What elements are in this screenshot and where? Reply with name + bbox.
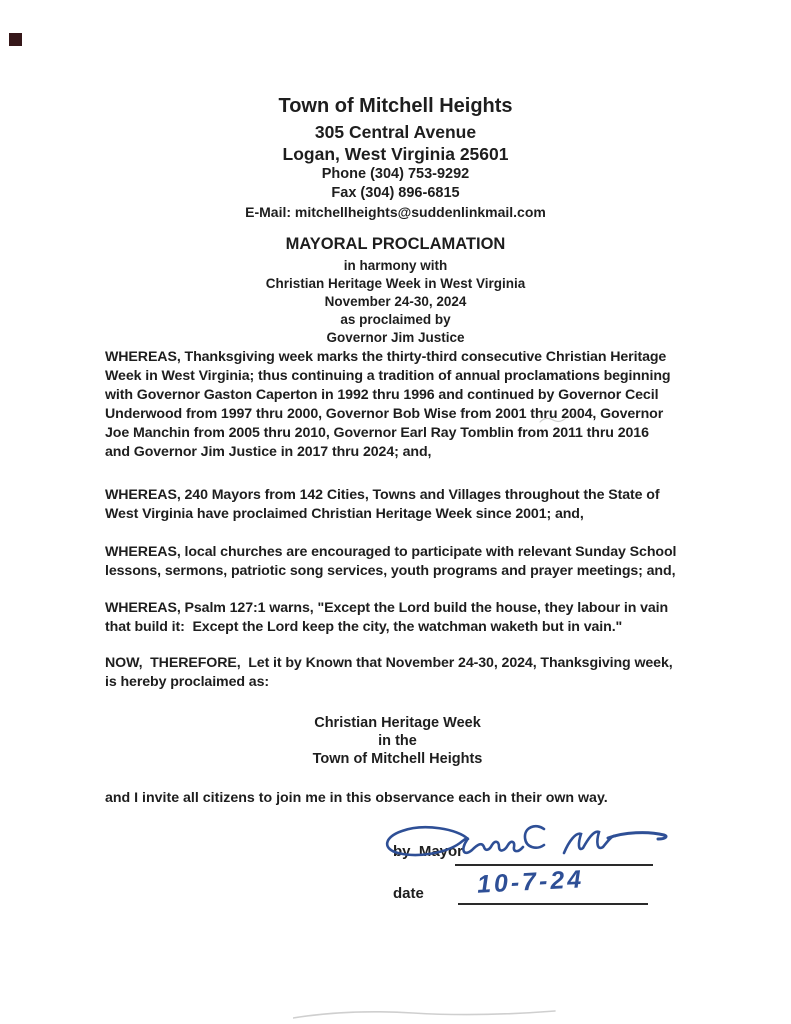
- phone-line: Phone (304) 753-9292: [321, 166, 470, 182]
- proclamation-title-block: [0, 234, 791, 347]
- mayor-signature: [372, 817, 672, 869]
- org-name: Town of Mitchell Heights: [278, 95, 513, 117]
- address-line-2: Logan, West Virginia 25601: [282, 144, 509, 164]
- letterhead: [0, 94, 791, 222]
- body-paragraph-3: WHEREAS, local churches are encouraged to participate with relevant Sunday School lessons, sermons, patriotic song services, youth programs and prayer meetings; and,: [105, 544, 677, 579]
- closing-line: and I invite all citizens to join me in this observance each in their own way.: [105, 790, 608, 806]
- proclamation-declaration: Christian Heritage Week in the Town of Mitchell Heights: [312, 715, 483, 767]
- fax-line: Fax (304) 896-6815: [331, 185, 460, 201]
- scan-artifact-bottom-edge: [293, 1000, 561, 1022]
- body-paragraph-5: NOW, THEREFORE, Let it by Known that November 24-30, 2024, Thanksgiving week, is hereby proclaimed as:: [105, 655, 673, 690]
- body-paragraph-4: WHEREAS, Psalm 127:1 warns, "Except the Lord build the house, they labour in vain that build it: Except the Lord keep the city, the watchman waketh but in vain.": [105, 600, 669, 635]
- proclamation-body: [105, 348, 705, 808]
- proclamation-title: MAYORAL PROCLAMATION: [285, 235, 506, 253]
- proclamation-subtitle: in harmony with Christian Heritage Week in West Virginia November 24-30, 2024 as proclaimed by Governor Jim Justice: [265, 258, 526, 345]
- email-line: E-Mail: mitchellheights@suddenlinkmail.com: [245, 204, 546, 220]
- body-paragraph-2: WHEREAS, 240 Mayors from 142 Cities, Towns and Villages throughout the State of West Virginia have proclaimed Christian Heritage Week since 2001; and,: [105, 487, 660, 522]
- mayor-by-label: by Mayor: [393, 843, 464, 860]
- scan-artifact-mark: [9, 33, 22, 46]
- date-value-handwritten: 10-7-24: [476, 865, 585, 899]
- date-label: date: [393, 885, 424, 902]
- address-line-1: 305 Central Avenue: [314, 122, 477, 142]
- date-line: [458, 903, 648, 905]
- body-paragraph-1: WHEREAS, Thanksgiving week marks the thirty-third consecutive Christian Heritage Week in West Virginia; thus continuing a tradition of annual proclamations beginning with Governor Gaston Caperton in 1992 thru 1996 and continued by Governor Cecil Underwood from 1997 thru 2000, Governor Bob Wise from 2001 thru 2004, Governor Joe Manchin from 2005 thru 2010, Governor Earl Ray Tomblin from 2011 thru 2016 and Governor Jim Justice in 2017 thru 2024; and,: [105, 349, 671, 460]
